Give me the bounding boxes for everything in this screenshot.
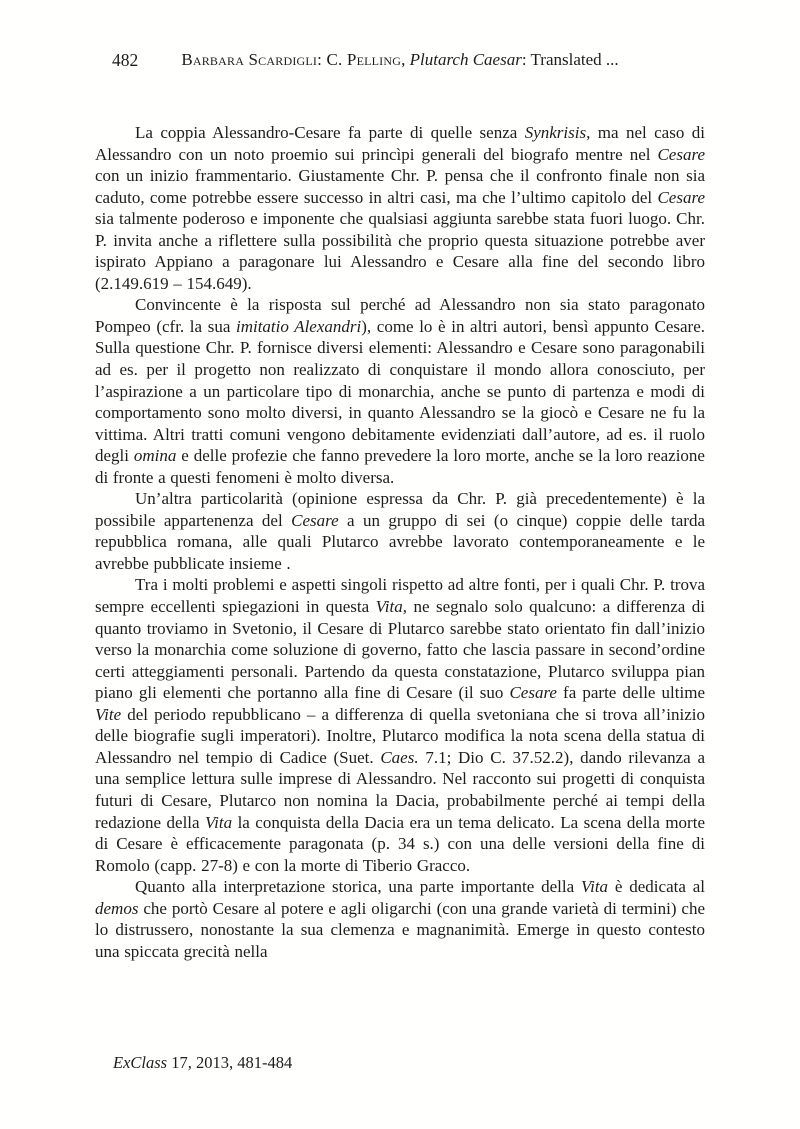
paragraph [95,876,705,962]
text-run: Caes. [380,747,419,767]
text-run: la conquista della Dacia era un tema delicato. La scena della morte di Cesare è efficacemente paragonata (p. 34 s.) con una delle versioni della fine di Romolo (capp. 27-8) e con la morte di Tiberio Gracco. [95,812,705,875]
paragraph [95,122,705,294]
text-run: Convincente è la risposta sul perché ad Alessandro non sia stato paragonato Pompeo (cfr. la sua [95,295,705,336]
text-run: Synkrisis [524,123,587,142]
text-run: fa parte delle ultime [556,683,705,703]
text-run: Cesare [657,187,705,207]
text-run: ExClass [113,1053,168,1072]
text-run: Cesare [509,683,557,703]
paragraph [95,294,705,488]
text-run: , ne segnalo solo qualcuno: a differenza di quanto troviamo in Svetonio, il Cesare di Plutarco sarebbe stato orientato fin dall’inizio verso la monarchia come soluzione di governo, fatto che lascia passare in second’ordine certi atteggiamenti personali. Partendo da questa constatazione, Plutarco sviluppa pian piano gli elementi che portanno alla fine di Cesare (il suo [95,597,705,703]
text-run: 17, 2013, 481-484 [167,1053,293,1072]
text-run: , [401,50,410,69]
text-run: demos [95,898,139,918]
text-run: Cesare [291,510,339,530]
text-run: e delle profezie che fanno prevedere la loro morte, anche se la loro reazione di fronte a questi fenomeni è molto diversa. [95,446,705,487]
text-block [95,50,705,962]
text-run: sia talmente poderoso e imponente che qualsiasi aggiunta sarebbe stata fuori luogo. Chr. P. invita anche a riflettere sulla possibilità che proprio questa situazione potrebbe aver ispirato Appiano a paragonare lui Alessandro e Cesare alla fine del secondo libro (2.149.619 – 154.649). [95,209,705,293]
text-run: Cesare [657,144,705,164]
text-run: omina [133,446,177,466]
text-run: : Translated ... [521,50,619,69]
paragraph [95,488,705,574]
text-run: a un gruppo di sei (o cinque) coppie delle tarda repubblica romana, alle quali Plutarco avrebbe lavorato contemporaneamente e le avrebbe pubblicate insieme . [95,510,706,573]
text-run: Vita [580,877,609,897]
text-run: La coppia Alessandro-Cesare fa parte di quelle senza [135,123,525,142]
text-run: con un inizio frammentario. Giustamente Chr. P. pensa che il confronto finale non sia caduto, come potrebbe essere successo in altri casi, ma che l’ultimo capitolo del [95,166,705,207]
text-run: Un’altra particolarità (opinione espressa da Chr. P. già precedentemente) è la possibile appartenenza del [95,489,705,530]
text-run: è dedicata al [608,877,705,897]
text-run: Quanto alla interpretazione storica, una parte importante della [135,877,581,897]
text-run: imitatio Alexandri [235,316,362,336]
text-run: Plutarch Caesar [409,50,522,69]
text-run: ), come lo è in altri autori, bensì appunto Cesare. Sulla questione Chr. P. fornisce diversi elementi: Alessandro e Cesare sono paragonabili ad es. per il progetto non realizzato di conquistare il mondo allora conosciuto, per l’aspirazione a un particolare tipo di monarchia, anche se punto di partenza e modi di comportamento sono molto diversi, in quanto Alessandro se la giocò e Cesare ne fu la vittima. Altri tratti comuni vengono debitamente evidenziati dall’autore, ad es. il ruolo degli [95,316,705,466]
text-run: Vita [375,597,403,617]
text-run: che portò Cesare al potere e agli oligarchi (con una grande varietà di termini) che lo distrussero, nonostante la sua clemenza e magnanimità. Emerge in questo contesto una spiccata grecità nella [95,898,705,961]
paragraph [95,574,705,876]
journal-citation [113,1053,292,1073]
text-run: Vita [205,812,233,832]
body-text [95,122,705,962]
text-run: , ma nel caso di Alessandro con un noto proemio sui princìpi generali del biografo mentre nel [95,123,705,164]
page-number: 482 [112,50,139,70]
text-run: Vite [95,704,122,724]
running-header-title [181,50,618,69]
text-run: 7.1; Dio C. 37.52.2), dando rilevanza a una semplice lettura sulle imprese di Alessandro. Nel racconto sui progetti di conquista futuri di Cesare, Plutarco non nomina la Dacia, probabilmente perché ai tempi della redazione della [95,747,705,832]
text-run: del periodo repubblicano – a differenza di quella svetoniana che si trova all’inizio delle biografie sugli imperatori). Inoltre, Plutarco modifica la nota scena della statua di Alessandro nel tempio di Cadice (Suet. [95,704,705,767]
text-run: Barbara Scardigli: C. Pelling [181,50,402,69]
text-run: Tra i molti problemi e aspetti singoli rispetto ad altre fonti, per i quali Chr. P. trova sempre eccellenti spiegazioni in questa [95,575,705,617]
running-header [95,50,705,72]
